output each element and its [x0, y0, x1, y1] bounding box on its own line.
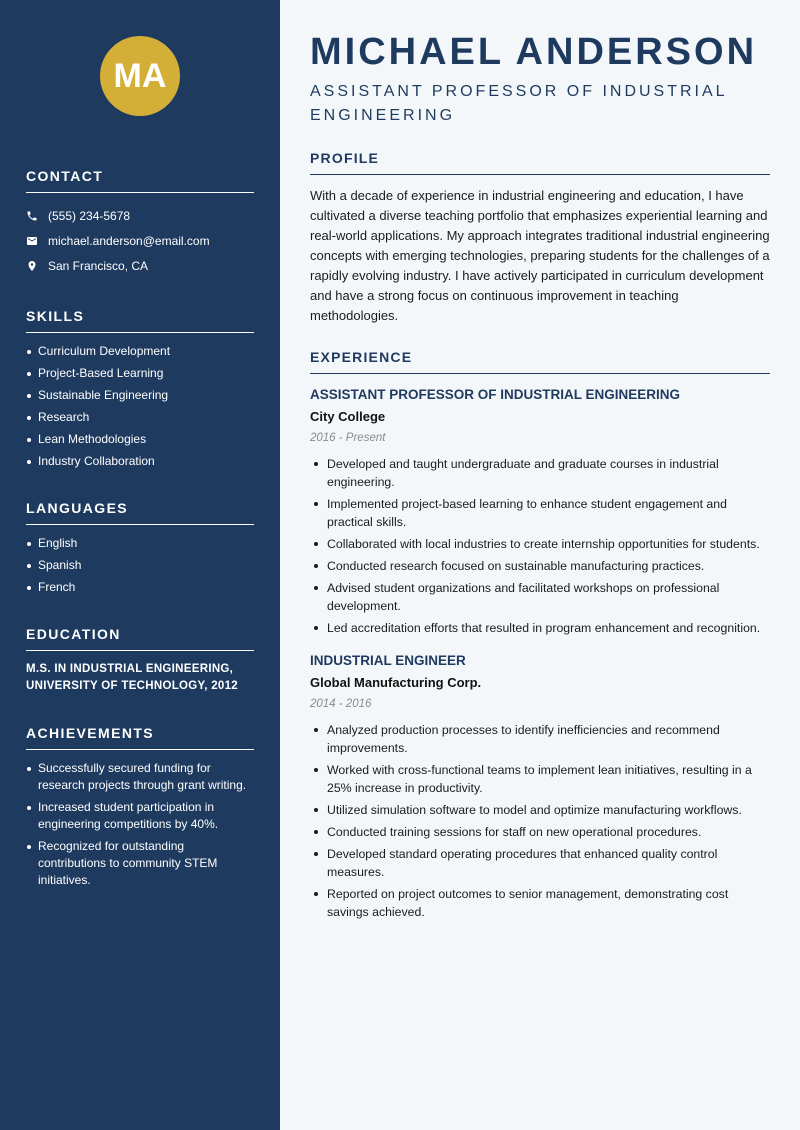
skills-section — [26, 308, 254, 470]
job-title: ASSISTANT PROFESSOR OF INDUSTRIAL ENGINEERING — [310, 387, 681, 402]
skill-item: Project-Based Learning — [26, 365, 254, 382]
contact-phone — [26, 203, 254, 228]
skills-heading: SKILLS — [26, 308, 254, 333]
job-dates: 2016 - Present — [310, 432, 386, 444]
achievement-item: Increased student participation in engineering competitions by 40%. — [26, 799, 254, 833]
job-bullet: Developed standard operating procedures that enhanced quality control measures. — [310, 845, 770, 881]
phone-text: (555) 234-5678 — [48, 208, 131, 223]
job-bullet: Advised student organizations and facilitated workshops on professional development. — [310, 579, 770, 615]
achievements-section — [26, 725, 254, 889]
job-bullets — [310, 721, 770, 921]
profile-heading: PROFILE — [310, 150, 770, 175]
contact-heading: CONTACT — [26, 168, 254, 193]
skill-item: Sustainable Engineering — [26, 387, 254, 404]
job-bullet: Utilized simulation software to model and optimize manufacturing workflows. — [310, 801, 770, 819]
contact-location — [26, 253, 254, 278]
job-bullet: Worked with cross-functional teams to implement lean initiatives, resulting in a 25% increase in productivity. — [310, 761, 770, 797]
sidebar — [0, 0, 280, 1130]
job-title-heading: ASSISTANT PROFESSOR OF INDUSTRIAL ENGINEERING — [310, 83, 727, 124]
location-text: San Francisco, CA — [48, 258, 149, 273]
skill-item: Curriculum Development — [26, 343, 254, 360]
languages-section — [26, 500, 254, 596]
job-bullet: Conducted training sessions for staff on new operational procedures. — [310, 823, 770, 841]
job-bullet: Reported on project outcomes to senior management, demonstrating cost savings achieved. — [310, 885, 770, 921]
phone-icon — [26, 210, 48, 222]
job-entry — [310, 386, 770, 637]
email-icon — [26, 235, 48, 247]
education-section — [26, 626, 254, 695]
profile-summary: With a decade of experience in industrial engineering and education, I have cultivated a diverse teaching portfolio that emphasizes experiential learning and real-world applications. My approach integrates traditional industrial engineering concepts with emerging technologies, preparing students for the challenges of a rapidly evolving industry. I have actively participated in curriculum development and have a strong focus on continuous improvement in teaching methodologies. — [310, 188, 770, 323]
education-line-2: UNIVERSITY OF TECHNOLOGY, 2012 — [26, 680, 239, 692]
skill-item: Industry Collaboration — [26, 453, 254, 470]
person-name: MICHAEL ANDERSON — [310, 31, 758, 73]
job-dates: 2014 - 2016 — [310, 698, 372, 710]
skills-list — [26, 343, 254, 470]
job-entry — [310, 652, 770, 921]
languages-heading: LANGUAGES — [26, 500, 254, 525]
job-bullets — [310, 455, 770, 637]
language-item: English — [26, 535, 254, 552]
company-name: Global Manufacturing Corp. — [310, 675, 482, 690]
skill-item: Research — [26, 409, 254, 426]
job-bullet: Developed and taught undergraduate and graduate courses in industrial engineering. — [310, 455, 770, 491]
main-content — [280, 0, 800, 1130]
contact-section — [26, 168, 254, 278]
language-item: French — [26, 579, 254, 596]
job-bullet: Analyzed production processes to identify inefficiencies and recommend improvements. — [310, 721, 770, 757]
company-name: City College — [310, 409, 386, 424]
contact-email — [26, 228, 254, 253]
language-item: Spanish — [26, 557, 254, 574]
education-heading: EDUCATION — [26, 626, 254, 651]
education-line-1: M.S. IN INDUSTRIAL ENGINEERING, — [26, 663, 234, 675]
location-pin-icon — [26, 260, 48, 272]
email-text: michael.anderson@email.com — [48, 233, 210, 248]
languages-list — [26, 535, 254, 596]
education-degree — [26, 661, 254, 695]
achievements-heading: ACHIEVEMENTS — [26, 725, 254, 750]
achievement-item: Recognized for outstanding contributions to community STEM initiatives. — [26, 838, 254, 889]
experience-heading: EXPERIENCE — [310, 349, 770, 374]
job-bullet: Implemented project-based learning to enhance student engagement and practical skills. — [310, 495, 770, 531]
job-title: INDUSTRIAL ENGINEER — [310, 653, 466, 668]
achievements-list — [26, 760, 254, 889]
initials-avatar: MA — [100, 36, 180, 116]
job-bullet: Conducted research focused on sustainable manufacturing practices. — [310, 557, 770, 575]
skill-item: Lean Methodologies — [26, 431, 254, 448]
job-bullet: Collaborated with local industries to create internship opportunities for students. — [310, 535, 770, 553]
achievement-item: Successfully secured funding for research projects through grant writing. — [26, 760, 254, 794]
job-bullet: Led accreditation efforts that resulted in program enhancement and recognition. — [310, 619, 770, 637]
